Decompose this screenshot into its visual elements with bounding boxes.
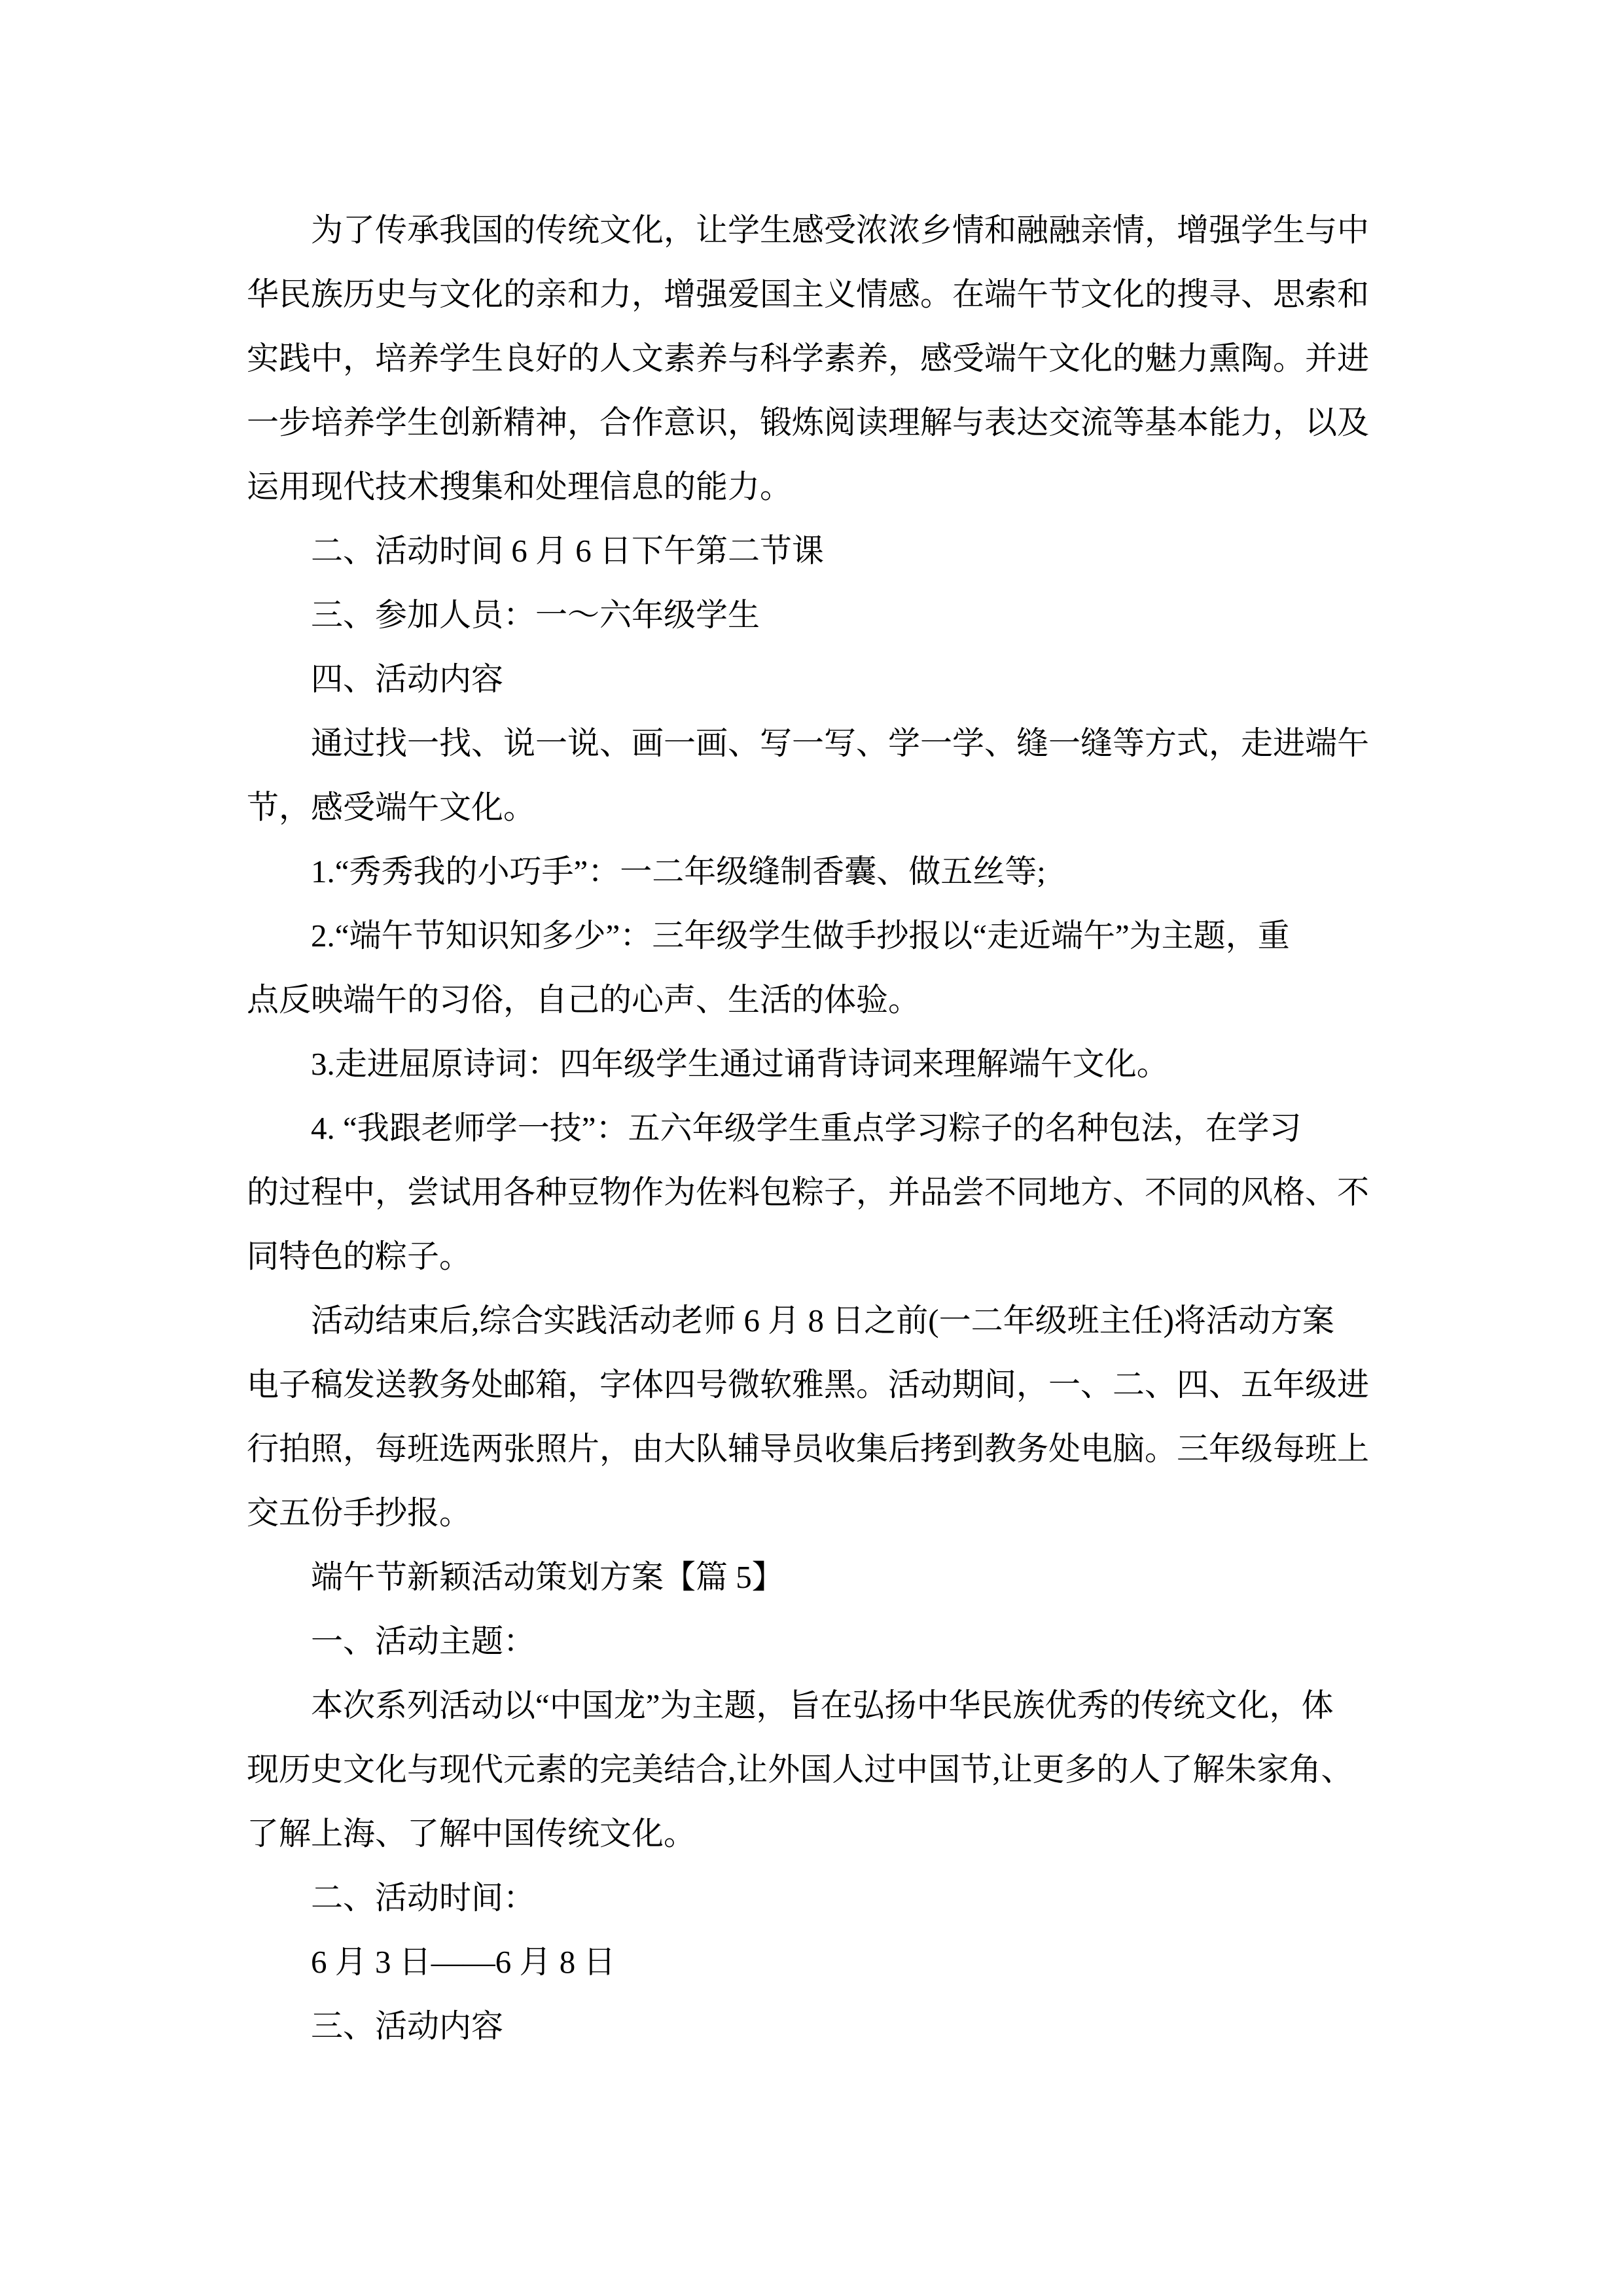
text-line: 运用现代技术搜集和处理信息的能力。 — [247, 469, 793, 505]
text-line: 同特色的粽子。 — [247, 1238, 472, 1274]
text-line: 现历史文化与现代元素的完美结合,让外国人过中国节,让更多的人了解朱家角、 — [247, 1751, 1353, 1787]
text-line: 二、活动时间： — [311, 1880, 536, 1916]
text-line: 一步培养学生创新精神，合作意识，锻炼阅读理解与表达交流等基本能力，以及 — [247, 404, 1370, 440]
text-line: 一、活动主题： — [311, 1623, 536, 1659]
text-line: 点反映端午的习俗，自己的心声、生活的体验。 — [247, 982, 921, 1018]
text-line: 二、活动时间 6 月 6 日下午第二节课 — [311, 533, 825, 569]
text-line: 活动结束后,综合实践活动老师 6 月 8 日之前(一二年级班主任)将活动方案 — [311, 1302, 1334, 1338]
text-line: 实践中，培养学生良好的人文素养与科学素养，感受端午文化的魅力熏陶。并进 — [247, 340, 1370, 376]
text-line: 为了传承我国的传统文化，让学生感受浓浓乡情和融融亲情，增强学生与中 — [311, 212, 1370, 248]
text-line: 4. “我跟老师学一技”：五六年级学生重点学习粽子的名种包法，在学习 — [311, 1110, 1302, 1146]
text-line: 本次系列活动以“中国龙”为主题，旨在弘扬中华民族优秀的传统文化，体 — [311, 1687, 1334, 1723]
text-line: 的过程中，尝试用各种豆物作为佐料包粽子，并品尝不同地方、不同的风格、不 — [247, 1174, 1370, 1210]
text-line: 三、活动内容 — [311, 2008, 504, 2044]
text-line: 交五份手抄报。 — [247, 1495, 472, 1531]
text-line: 电子稿发送教务处邮箱，字体四号微软雅黑。活动期间，一、二、四、五年级进 — [247, 1367, 1370, 1403]
text-line: 华民族历史与文化的亲和力，增强爱国主义情感。在端午节文化的搜寻、思索和 — [247, 276, 1370, 312]
text-line: 通过找一找、说一说、画一画、写一写、学一学、缝一缝等方式，走进端午 — [311, 725, 1370, 761]
text-line: 6 月 3 日——6 月 8 日 — [311, 1944, 616, 1980]
text-line: 了解上海、了解中国传统文化。 — [247, 1816, 696, 1852]
text-line: 1.“秀秀我的小巧手”：一二年级缝制香囊、做五丝等; — [311, 853, 1046, 889]
text-line: 2.“端午节知识知多少”：三年级学生做手抄报以“走近端午”为主题，重 — [311, 918, 1290, 954]
text-line: 3.走进屈原诗词：四年级学生通过诵背诗词来理解端午文化。 — [311, 1046, 1169, 1082]
text-line: 行拍照，每班选两张照片，由大队辅导员收集后拷到教务处电脑。三年级每班上 — [247, 1431, 1370, 1467]
text-line: 端午节新颖活动策划方案【篇 5】 — [311, 1559, 784, 1595]
text-line: 四、活动内容 — [311, 661, 504, 697]
text-block — [247, 198, 1376, 2058]
text-line: 三、参加人员：一～六年级学生 — [311, 597, 760, 633]
text-line: 节，感受端午文化。 — [247, 789, 536, 825]
